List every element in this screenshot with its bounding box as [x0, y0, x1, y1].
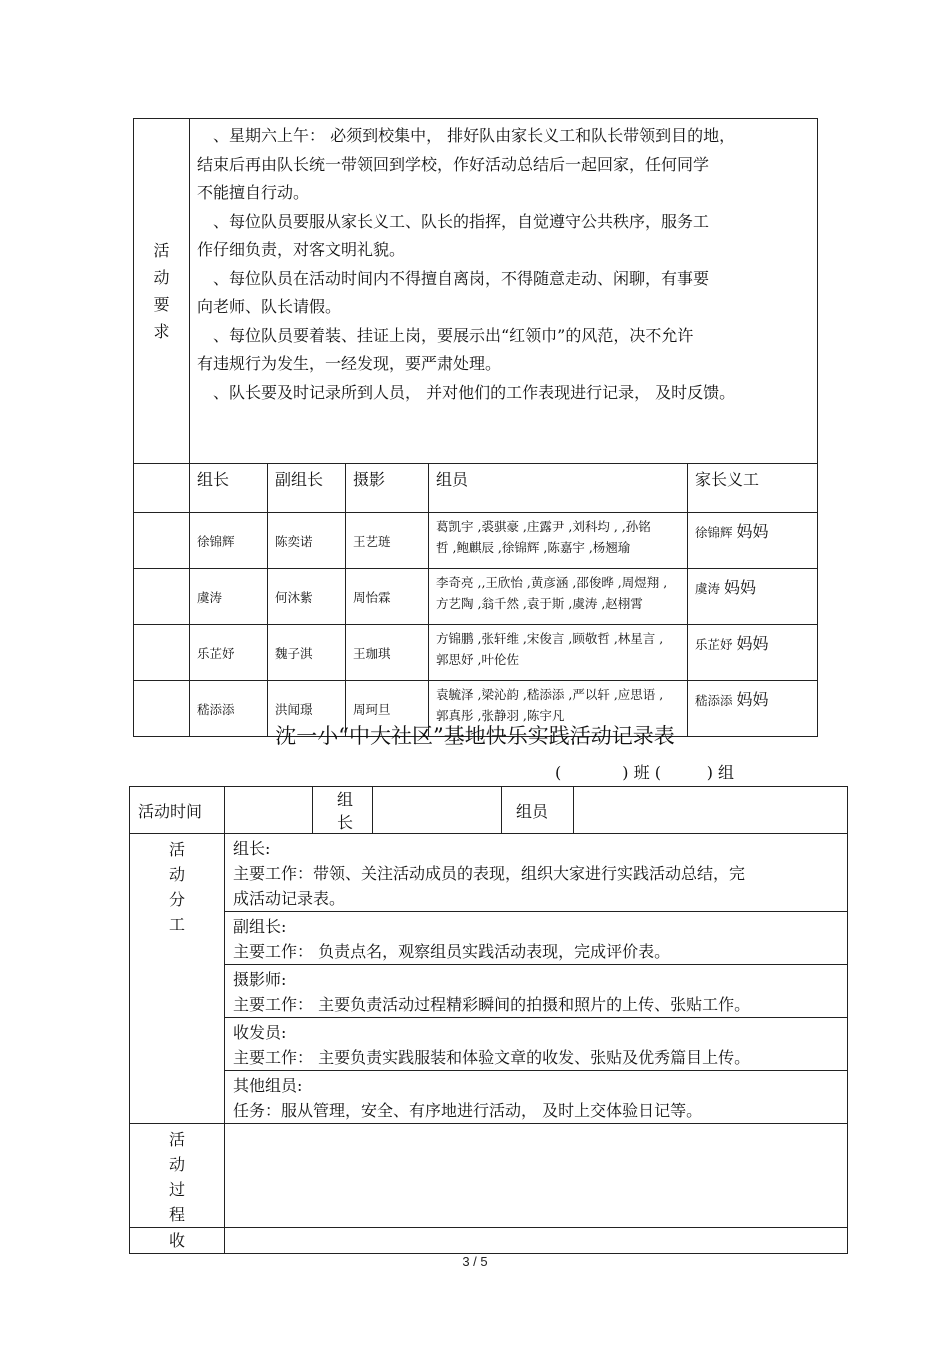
leader-cell: 徐锦辉 [190, 513, 268, 569]
member-label: 组员 [502, 787, 574, 834]
deputy-cell: 何沐紫 [268, 569, 346, 625]
activity-time-label: 活动时间 [130, 787, 225, 834]
table-row [134, 625, 818, 681]
photo-cell: 王艺琏 [346, 513, 429, 569]
header-leader: 组长 [190, 464, 268, 513]
class-group-line: ( ) 班 ( ) 组 [555, 763, 735, 782]
photo-cell: 周珂旦 [346, 681, 429, 737]
process-field[interactable] [225, 1124, 848, 1228]
photo-cell: 周怡霖 [346, 569, 429, 625]
table-row [134, 569, 818, 625]
leader-label: 组长 [313, 787, 373, 834]
member-field[interactable] [574, 787, 848, 834]
process-label: 活 动 过 程 [130, 1124, 225, 1228]
leader-cell: 虞涛 [190, 569, 268, 625]
members-cell: 葛凯宇 ,裘骐豪 ,庄露尹 ,刘科均 , ,孙铭 哲 ,鲍麒辰 ,徐锦辉 ,陈嘉宇 ,杨翘瑜 [429, 513, 688, 569]
members-cell: 袁毓泽 ,梁沁韵 ,嵇添添 ,严以轩 ,应思语 , 郭真彤 ,张静羽 ,陈宇凡 [429, 681, 688, 737]
activity-info-row [130, 787, 848, 834]
empty-cell [134, 464, 190, 513]
requirements-label: 活 动 要 求 [134, 119, 190, 464]
header-deputy: 副组长 [268, 464, 346, 513]
members-cell: 方锦鹏 ,张轩维 ,宋俊言 ,顾敬哲 ,林星言 , 郭思妤 ,叶伦佐 [429, 625, 688, 681]
division-label: 活 动 分 工 [130, 834, 225, 1124]
requirements-text: 、星期六上午： 必须到校集中， 排好队由家长义工和队长带领到目的地， 结束后再由队长统一带领回到学校，作好活动总结后一起回家，任何同学 不能擅自行动。 、每位队员要服从家长义工、队长的指挥，自觉遵守公共秩序，服务工 作仔细负责，对客文明礼貌。 、每位队员在活动时间内不得擅自离岗，不得随意走动、闲聊，有事要 向老师、队长请假。 、每位队员要着装、挂证上岗，要展示出“红领巾”的风范，决不允许 有违规行为发生，一经发现，要严肃处理。 、队长要及时记录所到人员， 并对他们的工作表现进行记录， 及时反馈。 [190, 119, 818, 464]
activity-record-table [129, 786, 848, 1254]
header-members: 组员 [429, 464, 688, 513]
parent-cell: 嵇添添 妈妈 [688, 681, 818, 737]
deputy-cell: 魏子淇 [268, 625, 346, 681]
parent-cell: 乐芷妤 妈妈 [688, 625, 818, 681]
members-cell: 李奇亮 ,,王欣怡 ,黄彦涵 ,邵俊晔 ,周煜翔 , 方艺陶 ,翁千然 ,袁于斯 ,虞涛 ,赵栩霄 [429, 569, 688, 625]
leader-cell: 乐芷妤 [190, 625, 268, 681]
parent-cell: 徐锦辉 妈妈 [688, 513, 818, 569]
duty-distributor: 收发员: 主要工作： 主要负责实践服装和体验文章的收发、张贴及优秀篇目上传。 [225, 1018, 848, 1071]
header-parent: 家长义工 [688, 464, 818, 513]
page-number: 3 / 5 [462, 1254, 488, 1269]
harvest-field[interactable] [225, 1228, 848, 1254]
leader-field[interactable] [373, 787, 502, 834]
duty-photographer: 摄影师: 主要工作： 主要负责活动过程精彩瞬间的拍摄和照片的上传、张贴工作。 [225, 965, 848, 1018]
deputy-cell: 洪闻璟 [268, 681, 346, 737]
photo-cell: 王珈琪 [346, 625, 429, 681]
group-header-row [134, 464, 818, 513]
requirements-table [133, 118, 818, 737]
record-form-title: 沈一小“中大社区”基地快乐实践活动记录表 [275, 724, 675, 748]
activity-time-field[interactable] [225, 787, 313, 834]
header-photo: 摄影 [346, 464, 429, 513]
leader-cell: 嵇添添 [190, 681, 268, 737]
duty-deputy: 副组长: 主要工作： 负责点名，观察组员实践活动表现，完成评价表。 [225, 912, 848, 965]
duty-leader: 组长: 主要工作：带领、关注活动成员的表现，组织大家进行实践活动总结，完 成活动记录表。 [225, 834, 848, 912]
table-row [134, 513, 818, 569]
harvest-label: 收 [130, 1228, 225, 1254]
parent-cell: 虞涛 妈妈 [688, 569, 818, 625]
duty-other-members: 其他组员: 任务：服从管理，安全、有序地进行活动， 及时上交体验日记等。 [225, 1071, 848, 1124]
deputy-cell: 陈奕诺 [268, 513, 346, 569]
